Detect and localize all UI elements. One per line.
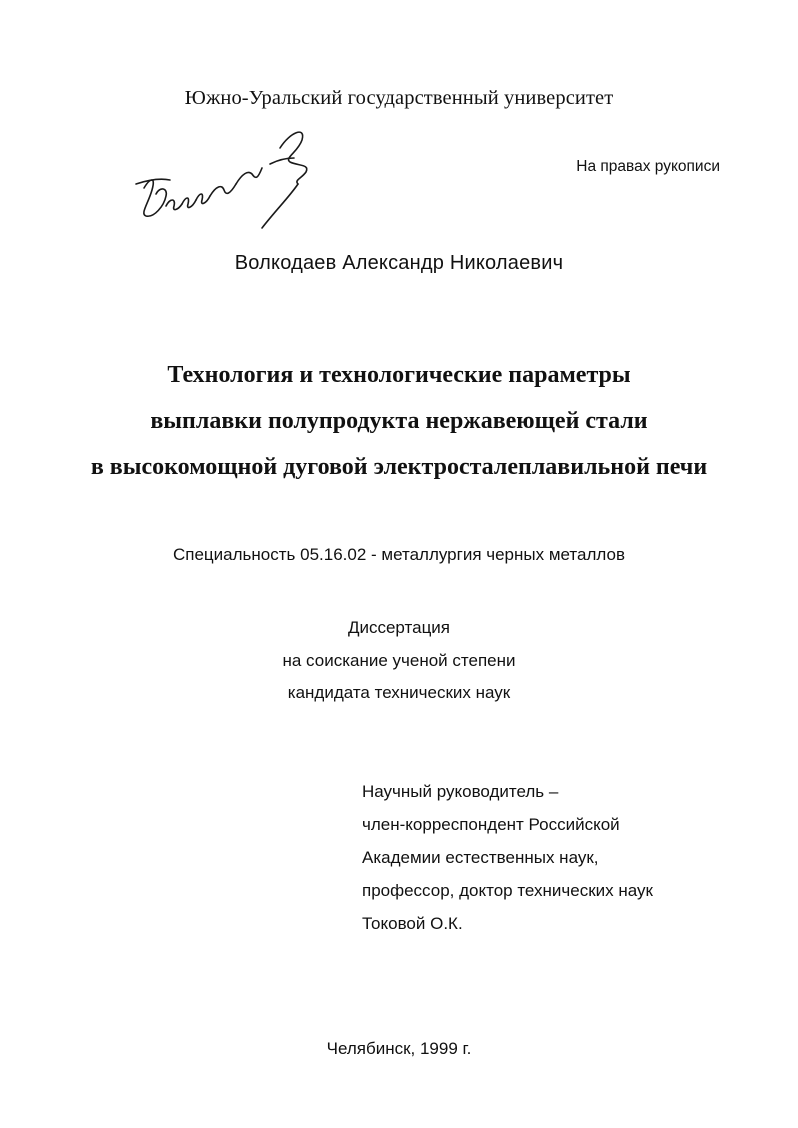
degree-line: кандидата технических наук [287, 683, 511, 702]
manuscript-note: На правах рукописи [576, 158, 720, 175]
degree-statement [0, 612, 798, 710]
supervisor-block [362, 775, 653, 940]
title-line: в высокомощной дуговой электросталеплавильной печи [90, 454, 708, 480]
title-line: выплавки полупродукта нержавеющей стали [150, 408, 648, 434]
degree-line: на соискание ученой степени [282, 650, 516, 670]
handwritten-signature [130, 118, 330, 238]
author-name: Волкодаев Александр Николаевич [234, 252, 564, 274]
degree-line: Диссертация [347, 618, 451, 637]
supervisor-line: Научный руководитель – [362, 782, 559, 801]
supervisor-line: Токовой О.К. [362, 914, 463, 933]
title-line: Технология и технологические параметры [167, 362, 631, 388]
city-year: Челябинск, 1999 г. [326, 1039, 472, 1058]
specialty-line: Специальность 05.16.02 - металлургия черных металлов [173, 545, 625, 564]
supervisor-line: член-корреспондент Российской [362, 815, 620, 834]
dissertation-title [0, 352, 798, 490]
supervisor-line: профессор, доктор технических наук [362, 881, 653, 900]
university-name: Южно-Уральский государственный университет [184, 87, 614, 109]
supervisor-line: Академии естественных наук, [362, 848, 599, 867]
